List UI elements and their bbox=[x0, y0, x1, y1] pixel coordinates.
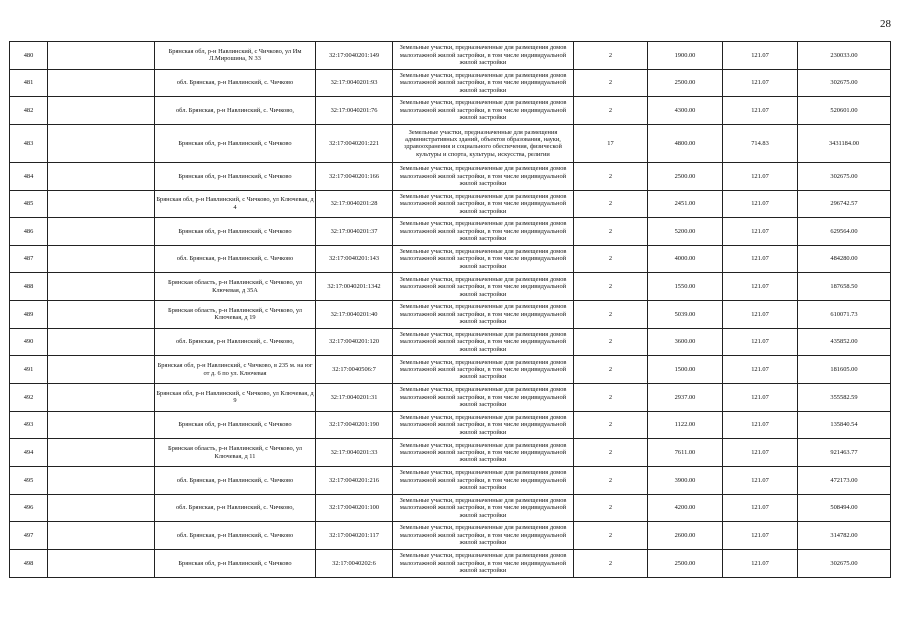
rate-cell: 121.07 bbox=[723, 42, 798, 70]
row-number: 480 bbox=[10, 42, 48, 70]
group-cell: 2 bbox=[574, 494, 648, 522]
group-cell: 2 bbox=[574, 549, 648, 577]
group-cell: 2 bbox=[574, 466, 648, 494]
address-cell: Брянская обл, р-н Навлинский, с Чичково, ул Ключевая, д 4 bbox=[155, 190, 316, 218]
rate-cell: 121.07 bbox=[723, 549, 798, 577]
row-number: 498 bbox=[10, 549, 48, 577]
cadastral-number-cell: 32:17:0040201:143 bbox=[316, 245, 393, 273]
area-cell: 4000.00 bbox=[648, 245, 723, 273]
land-use-cell: Земельные участки, предназначенные для размещения домов малоэтажной жилой застройки, в том числе индивидуальной жилой застройки bbox=[393, 97, 574, 125]
land-use-cell: Земельные участки, предназначенные для размещения домов малоэтажной жилой застройки, в том числе индивидуальной жилой застройки bbox=[393, 411, 574, 439]
land-use-cell: Земельные участки, предназначенные для размещения административных зданий, объектов образования, науки, здравоохранения и социального обеспечения, физической культуры и спорта, культуры, искусства, религии bbox=[393, 124, 574, 162]
rate-cell: 121.07 bbox=[723, 245, 798, 273]
cadastral-value-cell: 629564.00 bbox=[798, 218, 891, 246]
cadastral-number-cell: 32:17:0040201:31 bbox=[316, 384, 393, 412]
blank-cell bbox=[48, 301, 155, 329]
table-row bbox=[10, 69, 891, 97]
cadastral-value-cell: 302675.00 bbox=[798, 549, 891, 577]
cadastral-value-cell: 610071.73 bbox=[798, 301, 891, 329]
group-cell: 2 bbox=[574, 97, 648, 125]
land-use-cell: Земельные участки, предназначенные для размещения домов малоэтажной жилой застройки, в том числе индивидуальной жилой застройки bbox=[393, 549, 574, 577]
group-cell: 2 bbox=[574, 384, 648, 412]
table-row bbox=[10, 42, 891, 70]
row-number: 488 bbox=[10, 273, 48, 301]
address-cell: обл. Брянская, р-н Навлинский, с. Чичково bbox=[155, 245, 316, 273]
rate-cell: 121.07 bbox=[723, 218, 798, 246]
address-cell: Брянская обл, р-н Навлинский, с Чичково, ул Им Л.Мирошина, N 33 bbox=[155, 42, 316, 70]
cadastral-value-cell: 921463.77 bbox=[798, 439, 891, 467]
group-cell: 2 bbox=[574, 42, 648, 70]
address-cell: Брянская обл, р-н Навлинский, с Чичково bbox=[155, 411, 316, 439]
address-cell: обл. Брянская, р-н Навлинский, с. Чичково bbox=[155, 466, 316, 494]
area-cell: 1550.00 bbox=[648, 273, 723, 301]
cadastral-number-cell: 32:17:0040201:190 bbox=[316, 411, 393, 439]
area-cell: 4200.00 bbox=[648, 494, 723, 522]
land-use-cell: Земельные участки, предназначенные для размещения домов малоэтажной жилой застройки, в том числе индивидуальной жилой застройки bbox=[393, 69, 574, 97]
land-use-cell: Земельные участки, предназначенные для размещения домов малоэтажной жилой застройки, в том числе индивидуальной жилой застройки bbox=[393, 439, 574, 467]
area-cell: 3600.00 bbox=[648, 328, 723, 356]
blank-cell bbox=[48, 356, 155, 384]
group-cell: 2 bbox=[574, 245, 648, 273]
table-row bbox=[10, 466, 891, 494]
rate-cell: 121.07 bbox=[723, 356, 798, 384]
address-cell: обл. Брянская, р-н Навлинский, с. Чичково bbox=[155, 522, 316, 550]
group-cell: 2 bbox=[574, 439, 648, 467]
row-number: 492 bbox=[10, 384, 48, 412]
rate-cell: 121.07 bbox=[723, 466, 798, 494]
cadastral-value-table bbox=[9, 41, 891, 578]
cadastral-number-cell: 32:17:0040201:221 bbox=[316, 124, 393, 162]
blank-cell bbox=[48, 466, 155, 494]
blank-cell bbox=[48, 124, 155, 162]
group-cell: 2 bbox=[574, 69, 648, 97]
cadastral-value-cell: 135840.54 bbox=[798, 411, 891, 439]
blank-cell bbox=[48, 411, 155, 439]
area-cell: 4800.00 bbox=[648, 124, 723, 162]
cadastral-value-cell: 472173.00 bbox=[798, 466, 891, 494]
land-use-cell: Земельные участки, предназначенные для размещения домов малоэтажной жилой застройки, в том числе индивидуальной жилой застройки bbox=[393, 162, 574, 190]
address-cell: Брянская область, р-н Навлинский, с Чичково, ул Ключевая, д 35А bbox=[155, 273, 316, 301]
rate-cell: 121.07 bbox=[723, 190, 798, 218]
row-number: 490 bbox=[10, 328, 48, 356]
address-cell: Брянская область, р-н Навлинский, с Чичково, ул Ключевая, д 11 bbox=[155, 439, 316, 467]
table-row bbox=[10, 97, 891, 125]
cadastral-number-cell: 32:17:0040201:149 bbox=[316, 42, 393, 70]
cadastral-number-cell: 32:17:0040201:37 bbox=[316, 218, 393, 246]
blank-cell bbox=[48, 218, 155, 246]
land-use-cell: Земельные участки, предназначенные для размещения домов малоэтажной жилой застройки, в том числе индивидуальной жилой застройки bbox=[393, 190, 574, 218]
land-use-cell: Земельные участки, предназначенные для размещения домов малоэтажной жилой застройки, в том числе индивидуальной жилой застройки bbox=[393, 328, 574, 356]
blank-cell bbox=[48, 42, 155, 70]
area-cell: 5039.00 bbox=[648, 301, 723, 329]
rate-cell: 121.07 bbox=[723, 384, 798, 412]
cadastral-value-cell: 484280.00 bbox=[798, 245, 891, 273]
land-use-cell: Земельные участки, предназначенные для размещения домов малоэтажной жилой застройки, в том числе индивидуальной жилой застройки bbox=[393, 356, 574, 384]
cadastral-number-cell: 32:17:0040201:216 bbox=[316, 466, 393, 494]
group-cell: 17 bbox=[574, 124, 648, 162]
area-cell: 2937.00 bbox=[648, 384, 723, 412]
land-use-cell: Земельные участки, предназначенные для размещения домов малоэтажной жилой застройки, в том числе индивидуальной жилой застройки bbox=[393, 273, 574, 301]
table-row bbox=[10, 411, 891, 439]
rate-cell: 121.07 bbox=[723, 301, 798, 329]
row-number: 485 bbox=[10, 190, 48, 218]
address-cell: Брянская обл, р-н Навлинский, с Чичково bbox=[155, 549, 316, 577]
cadastral-number-cell: 32:17:0040201:117 bbox=[316, 522, 393, 550]
address-cell: Брянская обл, р-н Навлинский, с Чичково, в 235 м. на юг от д. 6 по ул. Ключевая bbox=[155, 356, 316, 384]
area-cell: 1122.00 bbox=[648, 411, 723, 439]
table-row bbox=[10, 328, 891, 356]
blank-cell bbox=[48, 162, 155, 190]
table-row bbox=[10, 162, 891, 190]
row-number: 481 bbox=[10, 69, 48, 97]
blank-cell bbox=[48, 384, 155, 412]
cadastral-number-cell: 32:17:0040201:33 bbox=[316, 439, 393, 467]
cadastral-value-cell: 520601.00 bbox=[798, 97, 891, 125]
blank-cell bbox=[48, 549, 155, 577]
table-row bbox=[10, 494, 891, 522]
cadastral-number-cell: 32:17:0040201:120 bbox=[316, 328, 393, 356]
cadastral-value-cell: 181605.00 bbox=[798, 356, 891, 384]
cadastral-value-cell: 302675.00 bbox=[798, 162, 891, 190]
cadastral-value-cell: 230033.00 bbox=[798, 42, 891, 70]
cadastral-number-cell: 32:17:0040201:40 bbox=[316, 301, 393, 329]
cadastral-value-cell: 3431184.00 bbox=[798, 124, 891, 162]
row-number: 486 bbox=[10, 218, 48, 246]
land-use-cell: Земельные участки, предназначенные для размещения домов малоэтажной жилой застройки, в том числе индивидуальной жилой застройки bbox=[393, 384, 574, 412]
blank-cell bbox=[48, 439, 155, 467]
blank-cell bbox=[48, 273, 155, 301]
blank-cell bbox=[48, 190, 155, 218]
area-cell: 5200.00 bbox=[648, 218, 723, 246]
group-cell: 2 bbox=[574, 190, 648, 218]
table-row bbox=[10, 124, 891, 162]
rate-cell: 121.07 bbox=[723, 162, 798, 190]
row-number: 495 bbox=[10, 466, 48, 494]
area-cell: 1500.00 bbox=[648, 356, 723, 384]
area-cell: 1900.00 bbox=[648, 42, 723, 70]
cadastral-number-cell: 32:17:0040202:6 bbox=[316, 549, 393, 577]
rate-cell: 121.07 bbox=[723, 69, 798, 97]
area-cell: 2451.00 bbox=[648, 190, 723, 218]
row-number: 497 bbox=[10, 522, 48, 550]
table-row bbox=[10, 273, 891, 301]
area-cell: 3900.00 bbox=[648, 466, 723, 494]
table-row bbox=[10, 439, 891, 467]
row-number: 483 bbox=[10, 124, 48, 162]
table-row bbox=[10, 190, 891, 218]
cadastral-value-cell: 508494.00 bbox=[798, 494, 891, 522]
table-row bbox=[10, 218, 891, 246]
area-cell: 7611.00 bbox=[648, 439, 723, 467]
cadastral-value-cell: 302675.00 bbox=[798, 69, 891, 97]
address-cell: обл. Брянская, р-н Навлинский, с. Чичково, bbox=[155, 97, 316, 125]
row-number: 487 bbox=[10, 245, 48, 273]
address-cell: обл. Брянская, р-н Навлинский, с. Чичково bbox=[155, 69, 316, 97]
rate-cell: 121.07 bbox=[723, 522, 798, 550]
table-body bbox=[10, 42, 891, 578]
address-cell: Брянская обл, р-н Навлинский, с Чичково, ул Ключевая, д 9 bbox=[155, 384, 316, 412]
group-cell: 2 bbox=[574, 522, 648, 550]
cadastral-value-cell: 314782.00 bbox=[798, 522, 891, 550]
address-cell: Брянская обл, р-н Навлинский, с Чичково bbox=[155, 162, 316, 190]
address-cell: Брянская область, р-н Навлинский, с Чичково, ул Ключевая, д 19 bbox=[155, 301, 316, 329]
land-use-cell: Земельные участки, предназначенные для размещения домов малоэтажной жилой застройки, в том числе индивидуальной жилой застройки bbox=[393, 42, 574, 70]
address-cell: Брянская обл, р-н Навлинский, с Чичково bbox=[155, 218, 316, 246]
area-cell: 2600.00 bbox=[648, 522, 723, 550]
cadastral-number-cell: 32:17:0040201:1342 bbox=[316, 273, 393, 301]
cadastral-number-cell: 32:17:0040201:100 bbox=[316, 494, 393, 522]
rate-cell: 121.07 bbox=[723, 494, 798, 522]
rate-cell: 714.83 bbox=[723, 124, 798, 162]
rate-cell: 121.07 bbox=[723, 411, 798, 439]
blank-cell bbox=[48, 97, 155, 125]
cadastral-value-cell: 187658.50 bbox=[798, 273, 891, 301]
group-cell: 2 bbox=[574, 218, 648, 246]
row-number: 493 bbox=[10, 411, 48, 439]
blank-cell bbox=[48, 245, 155, 273]
cadastral-number-cell: 32:17:0040201:93 bbox=[316, 69, 393, 97]
area-cell: 2500.00 bbox=[648, 549, 723, 577]
cadastral-number-cell: 32:17:0040506:7 bbox=[316, 356, 393, 384]
cadastral-value-cell: 435852.00 bbox=[798, 328, 891, 356]
land-use-cell: Земельные участки, предназначенные для размещения домов малоэтажной жилой застройки, в том числе индивидуальной жилой застройки bbox=[393, 522, 574, 550]
row-number: 489 bbox=[10, 301, 48, 329]
rate-cell: 121.07 bbox=[723, 328, 798, 356]
blank-cell bbox=[48, 328, 155, 356]
group-cell: 2 bbox=[574, 273, 648, 301]
cadastral-value-cell: 296742.57 bbox=[798, 190, 891, 218]
cadastral-number-cell: 32:17:0040201:28 bbox=[316, 190, 393, 218]
group-cell: 2 bbox=[574, 328, 648, 356]
address-cell: Брянская обл, р-н Навлинский, с Чичково bbox=[155, 124, 316, 162]
group-cell: 2 bbox=[574, 162, 648, 190]
table-row bbox=[10, 301, 891, 329]
rate-cell: 121.07 bbox=[723, 97, 798, 125]
row-number: 484 bbox=[10, 162, 48, 190]
land-use-cell: Земельные участки, предназначенные для размещения домов малоэтажной жилой застройки, в том числе индивидуальной жилой застройки bbox=[393, 466, 574, 494]
address-cell: обл. Брянская, р-н Навлинский, с. Чичково, bbox=[155, 494, 316, 522]
table-row bbox=[10, 549, 891, 577]
rate-cell: 121.07 bbox=[723, 439, 798, 467]
area-cell: 4300.00 bbox=[648, 97, 723, 125]
cadastral-value-cell: 355582.59 bbox=[798, 384, 891, 412]
cadastral-number-cell: 32:17:0040201:76 bbox=[316, 97, 393, 125]
area-cell: 2500.00 bbox=[648, 69, 723, 97]
row-number: 491 bbox=[10, 356, 48, 384]
row-number: 494 bbox=[10, 439, 48, 467]
land-use-cell: Земельные участки, предназначенные для размещения домов малоэтажной жилой застройки, в том числе индивидуальной жилой застройки bbox=[393, 301, 574, 329]
row-number: 482 bbox=[10, 97, 48, 125]
page-number: 28 bbox=[880, 18, 891, 30]
land-use-cell: Земельные участки, предназначенные для размещения домов малоэтажной жилой застройки, в том числе индивидуальной жилой застройки bbox=[393, 218, 574, 246]
rate-cell: 121.07 bbox=[723, 273, 798, 301]
group-cell: 2 bbox=[574, 301, 648, 329]
blank-cell bbox=[48, 522, 155, 550]
blank-cell bbox=[48, 69, 155, 97]
row-number: 496 bbox=[10, 494, 48, 522]
land-use-cell: Земельные участки, предназначенные для размещения домов малоэтажной жилой застройки, в том числе индивидуальной жилой застройки bbox=[393, 494, 574, 522]
address-cell: обл. Брянская, р-н Навлинский, с. Чичково, bbox=[155, 328, 316, 356]
table-row bbox=[10, 522, 891, 550]
group-cell: 2 bbox=[574, 411, 648, 439]
area-cell: 2500.00 bbox=[648, 162, 723, 190]
table-row bbox=[10, 245, 891, 273]
cadastral-number-cell: 32:17:0040201:166 bbox=[316, 162, 393, 190]
land-use-cell: Земельные участки, предназначенные для размещения домов малоэтажной жилой застройки, в том числе индивидуальной жилой застройки bbox=[393, 245, 574, 273]
group-cell: 2 bbox=[574, 356, 648, 384]
table-row bbox=[10, 356, 891, 384]
table-row bbox=[10, 384, 891, 412]
blank-cell bbox=[48, 494, 155, 522]
